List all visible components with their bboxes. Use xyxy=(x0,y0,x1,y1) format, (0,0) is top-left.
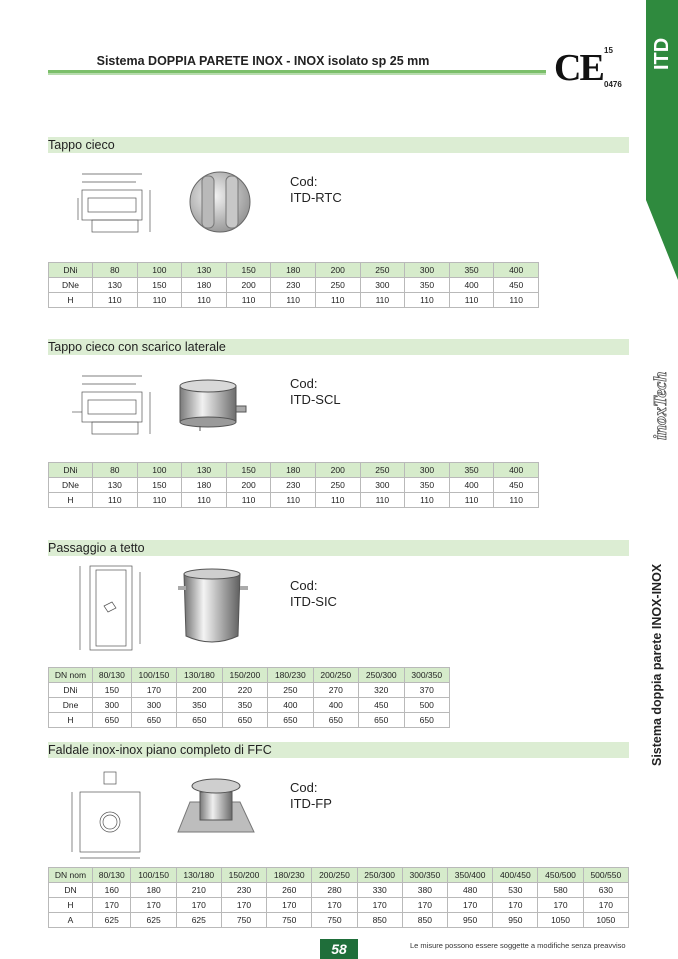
spec-table xyxy=(48,262,539,308)
table-cell: 130/180 xyxy=(176,868,221,883)
product-photo-roof-pass xyxy=(178,566,248,648)
table-cell: 330 xyxy=(357,883,402,898)
table-cell: 400 xyxy=(449,278,494,293)
table-cell: 110 xyxy=(360,293,405,308)
table-cell: 110 xyxy=(315,493,360,508)
table-cell: 625 xyxy=(176,913,221,928)
table-cell: 110 xyxy=(271,493,316,508)
technical-drawing-icon xyxy=(70,562,150,654)
table-cell: 110 xyxy=(315,293,360,308)
product-photo-cap-drain xyxy=(176,376,248,432)
table-cell: 170 xyxy=(267,898,312,913)
table-cell: 150 xyxy=(137,478,182,493)
section-header-tappo-cieco-scarico: Tappo cieco con scarico laterale xyxy=(48,339,629,355)
table-row xyxy=(49,493,539,508)
table-cell: 100 xyxy=(137,463,182,478)
table-cell: 130 xyxy=(182,463,227,478)
spec-table xyxy=(48,462,539,508)
table-cell: 1050 xyxy=(538,913,583,928)
table-cell: 110 xyxy=(137,493,182,508)
table-cell: 750 xyxy=(267,913,312,928)
table-cell: 130 xyxy=(182,263,227,278)
table-cell: 80/130 xyxy=(93,668,132,683)
table-cell: 160 xyxy=(93,883,131,898)
table-cell: 650 xyxy=(359,713,404,728)
table-cell: 170 xyxy=(357,898,402,913)
row-label: Dne xyxy=(49,698,93,713)
row-label: A xyxy=(49,913,93,928)
table-cell: 650 xyxy=(93,713,132,728)
table-cell: 450 xyxy=(494,278,539,293)
table-cell: 300 xyxy=(360,478,405,493)
table-cell: 80 xyxy=(93,463,138,478)
table-cell: 300 xyxy=(405,263,450,278)
table-cell: 200 xyxy=(226,278,271,293)
table-cell: 650 xyxy=(268,713,313,728)
table-cell: 170 xyxy=(493,898,538,913)
table-cell: 400 xyxy=(313,698,358,713)
footer-note: Le misure possono essere soggette a modifiche senza preavviso xyxy=(410,941,626,950)
table-cell: 80 xyxy=(93,263,138,278)
table-cell: 500 xyxy=(404,698,450,713)
table-cell: 180 xyxy=(271,463,316,478)
table-cell: 250 xyxy=(268,683,313,698)
table-cell: 500/550 xyxy=(583,868,628,883)
row-label: DNe xyxy=(49,478,93,493)
table-cell: 110 xyxy=(271,293,316,308)
row-label: H xyxy=(49,493,93,508)
table-row xyxy=(49,913,629,928)
table-row xyxy=(49,463,539,478)
table-cell: 400 xyxy=(494,263,539,278)
table-cell: 180 xyxy=(131,883,176,898)
table-cell: 300/350 xyxy=(402,868,447,883)
side-vertical-title-text: Sistema doppia parete INOX-INOX xyxy=(650,563,664,766)
technical-drawing-icon xyxy=(68,770,148,862)
table-cell: 150/200 xyxy=(221,868,266,883)
product-photo-flashing xyxy=(176,774,256,834)
row-label: DN nom xyxy=(49,668,93,683)
product-code: ITD-FP xyxy=(290,796,332,811)
table-cell: 280 xyxy=(312,883,357,898)
table-cell: 170 xyxy=(93,898,131,913)
table-cell: 450 xyxy=(359,698,404,713)
table-cell: 1050 xyxy=(583,913,628,928)
table-cell: 220 xyxy=(222,683,267,698)
table-cell: 180/230 xyxy=(267,868,312,883)
table-cell: 300 xyxy=(360,278,405,293)
table-cell: 350 xyxy=(449,463,494,478)
table-cell: 650 xyxy=(313,713,358,728)
section-header-tappo-cieco: Tappo cieco xyxy=(48,137,629,153)
table-cell: 110 xyxy=(449,493,494,508)
table-cell: 450 xyxy=(494,478,539,493)
side-vertical-title xyxy=(646,530,666,770)
table-cell: 200 xyxy=(315,463,360,478)
table-cell: 110 xyxy=(360,493,405,508)
table-cell: 170 xyxy=(176,898,221,913)
table-cell: 130 xyxy=(93,278,138,293)
table-cell: 250 xyxy=(360,463,405,478)
table-row xyxy=(49,698,450,713)
table-cell: 110 xyxy=(93,293,138,308)
table-cell: 110 xyxy=(494,493,539,508)
table-cell: 450/500 xyxy=(538,868,583,883)
row-label: DNi xyxy=(49,683,93,698)
product-code: ITD-RTC xyxy=(290,190,342,205)
table-cell: 110 xyxy=(226,293,271,308)
table-cell: 170 xyxy=(131,898,176,913)
table-cell: 210 xyxy=(176,883,221,898)
table-cell: 80/130 xyxy=(93,868,131,883)
section-header-passaggio-tetto: Passaggio a tetto xyxy=(48,540,629,556)
table-cell: 650 xyxy=(177,713,222,728)
table-cell: 100 xyxy=(137,263,182,278)
table-cell: 180 xyxy=(182,278,227,293)
table-cell: 200 xyxy=(226,478,271,493)
row-label: DN nom xyxy=(49,868,93,883)
table-cell: 110 xyxy=(182,493,227,508)
table-cell: 170 xyxy=(583,898,628,913)
table-row xyxy=(49,883,629,898)
section-header-faldale: Faldale inox-inox piano completo di FFC xyxy=(48,742,629,758)
table-cell: 230 xyxy=(221,883,266,898)
table-cell: 250 xyxy=(315,478,360,493)
table-cell: 250 xyxy=(315,278,360,293)
table-cell: 200 xyxy=(177,683,222,698)
table-cell: 400 xyxy=(494,463,539,478)
table-row xyxy=(49,293,539,308)
table-cell: 300 xyxy=(131,698,176,713)
table-cell: 650 xyxy=(131,713,176,728)
table-cell: 110 xyxy=(182,293,227,308)
table-cell: 110 xyxy=(405,293,450,308)
table-cell: 950 xyxy=(448,913,493,928)
product-code: ITD-SIC xyxy=(290,594,337,609)
table-cell: 630 xyxy=(583,883,628,898)
table-cell: 380 xyxy=(402,883,447,898)
cod-label: Cod: xyxy=(290,578,318,593)
table-cell: 300 xyxy=(405,463,450,478)
product-photo-cap xyxy=(188,170,252,234)
table-cell: 180 xyxy=(182,478,227,493)
table-cell: 200/250 xyxy=(312,868,357,883)
table-cell: 110 xyxy=(494,293,539,308)
table-cell: 170 xyxy=(538,898,583,913)
table-cell: 180 xyxy=(271,263,316,278)
table-row xyxy=(49,713,450,728)
product-code: ITD-SCL xyxy=(290,392,341,407)
brand-logo-text: inoxTech xyxy=(650,371,670,440)
side-tab-label-text: ITD xyxy=(651,37,673,70)
table-cell: 170 xyxy=(131,683,176,698)
table-cell: 350/400 xyxy=(448,868,493,883)
table-row xyxy=(49,868,629,883)
table-cell: 750 xyxy=(312,913,357,928)
table-row xyxy=(49,898,629,913)
row-label: DNi xyxy=(49,463,93,478)
table-cell: 230 xyxy=(271,278,316,293)
table-cell: 580 xyxy=(538,883,583,898)
table-cell: 130/180 xyxy=(177,668,222,683)
table-cell: 170 xyxy=(402,898,447,913)
table-cell: 200/250 xyxy=(313,668,358,683)
table-cell: 650 xyxy=(222,713,267,728)
table-row xyxy=(49,263,539,278)
table-cell: 110 xyxy=(449,293,494,308)
cod-label: Cod: xyxy=(290,174,318,189)
row-label: DNe xyxy=(49,278,93,293)
table-cell: 250/300 xyxy=(357,868,402,883)
row-label: DNi xyxy=(49,263,93,278)
table-cell: 480 xyxy=(448,883,493,898)
row-label: H xyxy=(49,898,93,913)
table-row xyxy=(49,668,450,683)
table-cell: 400 xyxy=(268,698,313,713)
table-cell: 130 xyxy=(93,478,138,493)
table-cell: 300/350 xyxy=(404,668,450,683)
table-cell: 850 xyxy=(357,913,402,928)
table-cell: 750 xyxy=(221,913,266,928)
table-cell: 170 xyxy=(221,898,266,913)
table-cell: 250 xyxy=(360,263,405,278)
row-label: H xyxy=(49,293,93,308)
table-cell: 400/450 xyxy=(493,868,538,883)
table-cell: 350 xyxy=(405,278,450,293)
brand-logo xyxy=(644,360,674,444)
table-cell: 260 xyxy=(267,883,312,898)
table-cell: 400 xyxy=(449,478,494,493)
spec-table xyxy=(48,867,629,928)
table-cell: 625 xyxy=(131,913,176,928)
table-cell: 650 xyxy=(404,713,450,728)
table-cell: 250/300 xyxy=(359,668,404,683)
table-cell: 625 xyxy=(93,913,131,928)
table-cell: 350 xyxy=(222,698,267,713)
cod-label: Cod: xyxy=(290,376,318,391)
table-cell: 110 xyxy=(226,493,271,508)
table-cell: 950 xyxy=(493,913,538,928)
row-label: DN xyxy=(49,883,93,898)
table-cell: 100/150 xyxy=(131,868,176,883)
cod-label: Cod: xyxy=(290,780,318,795)
page-number: 58 xyxy=(320,939,358,959)
table-row xyxy=(49,683,450,698)
table-cell: 350 xyxy=(177,698,222,713)
table-cell: 180/230 xyxy=(268,668,313,683)
spec-table xyxy=(48,667,450,728)
table-cell: 350 xyxy=(405,478,450,493)
table-cell: 150 xyxy=(93,683,132,698)
ce-number: 0476 xyxy=(604,80,622,89)
table-cell: 350 xyxy=(449,263,494,278)
table-row xyxy=(49,278,539,293)
table-cell: 170 xyxy=(312,898,357,913)
table-cell: 150 xyxy=(137,278,182,293)
side-tab-label xyxy=(648,14,676,74)
row-label: H xyxy=(49,713,93,728)
table-cell: 370 xyxy=(404,683,450,698)
table-cell: 320 xyxy=(359,683,404,698)
table-cell: 530 xyxy=(493,883,538,898)
table-cell: 170 xyxy=(448,898,493,913)
table-cell: 110 xyxy=(405,493,450,508)
table-cell: 300 xyxy=(93,698,132,713)
page-title: Sistema DOPPIA PARETE INOX - INOX isolato sp 25 mm xyxy=(96,54,430,68)
ce-superscript: 15 xyxy=(604,46,613,55)
title-underline-light xyxy=(48,73,546,75)
table-cell: 200 xyxy=(315,263,360,278)
table-cell: 100/150 xyxy=(131,668,176,683)
table-cell: 150/200 xyxy=(222,668,267,683)
technical-drawing-icon xyxy=(70,168,160,236)
table-cell: 150 xyxy=(226,263,271,278)
technical-drawing-icon xyxy=(70,372,160,440)
table-cell: 270 xyxy=(313,683,358,698)
table-cell: 110 xyxy=(137,293,182,308)
table-cell: 230 xyxy=(271,478,316,493)
table-row xyxy=(49,478,539,493)
table-cell: 110 xyxy=(93,493,138,508)
table-cell: 850 xyxy=(402,913,447,928)
table-cell: 150 xyxy=(226,463,271,478)
ce-mark: CE xyxy=(554,47,603,89)
